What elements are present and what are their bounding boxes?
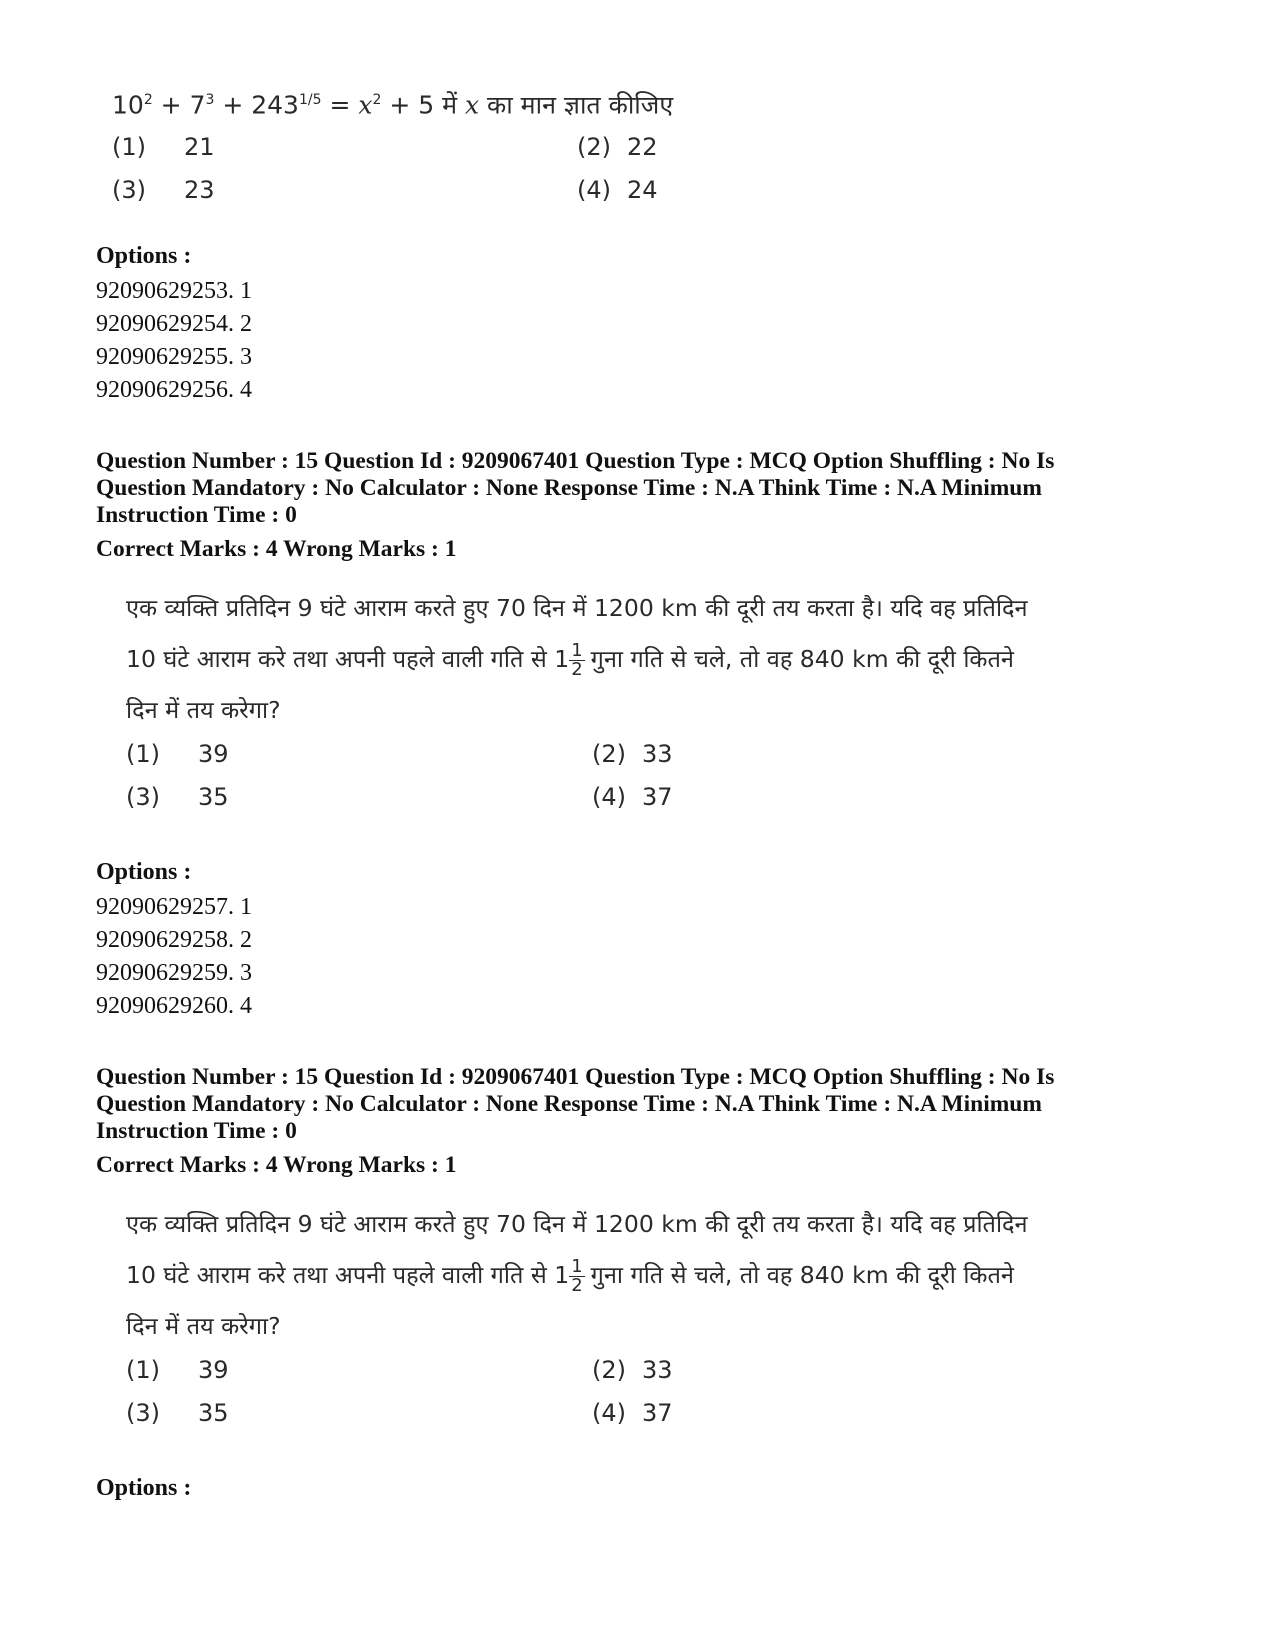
q14-option-id-4: 92090629256. 4	[96, 377, 252, 403]
q14-eq-base-1: 10	[112, 90, 144, 120]
q15a-option-id-4: 92090629260. 4	[96, 993, 252, 1019]
q15b-choice-row-2	[126, 1399, 826, 1442]
q15a-meta-line-2: Question Mandatory : No Calculator : None Response Time : N.A Think Time : N.A Minimum	[96, 475, 1042, 501]
q15a-text-line-2: 10 घंटे आराम करे तथा अपनी पहले वाली गति से 1 $\frac{1}{2}$ गुना गति से चले, तो वह 840 km की दूरी कितने	[126, 640, 1014, 680]
q14-equation: $10^2 + 7^3 + 243^{1/5} = x^2 + 5$ में x का मान ज्ञात कीजिए	[112, 90, 674, 120]
q15a-choice-2: (2) 33	[592, 740, 673, 768]
q15a-option-id-3: 92090629259. 3	[96, 960, 252, 986]
q14-choice-row-2	[112, 176, 812, 219]
q14-option-id-2: 92090629254. 2	[96, 311, 252, 337]
q15a-choice-row-2	[126, 783, 826, 826]
q15a-question-text	[126, 583, 1126, 736]
q14-choice-row-1	[112, 133, 812, 176]
q15b-choices	[126, 1356, 826, 1442]
q15b-options-label: Options :	[96, 1475, 192, 1501]
q14-eq-rhs-exp: 2	[372, 92, 382, 108]
q15a-option-id-2: 92090629258. 2	[96, 927, 252, 953]
q14-options-label: Options :	[96, 243, 192, 269]
q15b-choice-4: (4) 37	[592, 1399, 673, 1427]
q14-eq-tail-2: का मान ज्ञात कीजिए	[487, 90, 674, 120]
q14-eq-base-3: 243	[251, 90, 299, 120]
q15a-meta-line-1: Question Number : 15 Question Id : 9209067401 Question Type : MCQ Option Shuffling : No Is	[96, 448, 1055, 474]
q14-choices	[112, 133, 812, 219]
q15b-text-line-2: 10 घंटे आराम करे तथा अपनी पहले वाली गति से 1 $\frac{1}{2}$ गुना गति से चले, तो वह 840 km की दूरी कितने	[126, 1256, 1014, 1296]
q15b-fraction: $\frac{1}{2}$	[571, 1256, 583, 1296]
q14-eq-tail-1: में	[442, 90, 458, 120]
q15a-meta-line-3: Instruction Time : 0	[96, 502, 297, 528]
q15a-fraction: $\frac{1}{2}$	[571, 640, 583, 680]
q14-option-ids	[96, 275, 252, 407]
q14-eq-exp-3: 1/5	[298, 92, 322, 108]
q15a-marks: Correct Marks : 4 Wrong Marks : 1	[96, 536, 457, 562]
q15a-option-id-1: 92090629257. 1	[96, 894, 252, 920]
q15b-meta	[96, 1064, 1216, 1145]
q15a-meta	[96, 448, 1216, 529]
q15b-choice-1: (1) 39	[126, 1356, 229, 1384]
q15a-text-line-3: दिन में तय करेगा?	[126, 696, 281, 724]
q15b-meta-line-2: Question Mandatory : No Calculator : None Response Time : N.A Think Time : N.A Minimum	[96, 1091, 1042, 1117]
q15a-options-label: Options :	[96, 859, 192, 885]
q14-option-id-1: 92090629253. 1	[96, 278, 252, 304]
q14-eq-exp-2: 3	[205, 92, 215, 108]
q15b-choice-row-1	[126, 1356, 826, 1399]
q14-option-id-3: 92090629255. 3	[96, 344, 252, 370]
q14-eq-rhs-const: 5	[418, 90, 435, 120]
q15a-choices	[126, 740, 826, 826]
q15b-meta-line-1: Question Number : 15 Question Id : 9209067401 Question Type : MCQ Option Shuffling : No Is	[96, 1064, 1055, 1090]
q15a-choice-4: (4) 37	[592, 783, 673, 811]
q14-eq-var: x	[464, 90, 480, 120]
q15b-text-line-3: दिन में तय करेगा?	[126, 1312, 281, 1340]
q14-choice-1: (1) 21	[112, 133, 215, 161]
q14-choice-3: (3) 23	[112, 176, 215, 204]
q15a-option-ids	[96, 891, 252, 1023]
q14-choice-4: (4) 24	[577, 176, 658, 204]
q14-eq-exp-1: 2	[143, 92, 153, 108]
q15b-text-line-1: एक व्यक्ति प्रतिदिन 9 घंटे आराम करते हुए 70 दिन में 1200 km की दूरी तय करता है। यदि वह प्रतिदिन	[126, 1210, 1028, 1238]
q15b-marks: Correct Marks : 4 Wrong Marks : 1	[96, 1152, 457, 1178]
q15b-choice-3: (3) 35	[126, 1399, 229, 1427]
q15b-meta-line-3: Instruction Time : 0	[96, 1118, 297, 1144]
q14-eq-rhs-var: x	[358, 90, 373, 120]
q15b-question-text	[126, 1199, 1126, 1352]
q15a-choice-1: (1) 39	[126, 740, 229, 768]
q14-choice-2: (2) 22	[577, 133, 658, 161]
q15a-choice-row-1	[126, 740, 826, 783]
q15b-choice-2: (2) 33	[592, 1356, 673, 1384]
q15a-text-line-1: एक व्यक्ति प्रतिदिन 9 घंटे आराम करते हुए 70 दिन में 1200 km की दूरी तय करता है। यदि वह प्रतिदिन	[126, 594, 1028, 622]
q14-eq-base-2: 7	[189, 90, 206, 120]
q15a-choice-3: (3) 35	[126, 783, 229, 811]
